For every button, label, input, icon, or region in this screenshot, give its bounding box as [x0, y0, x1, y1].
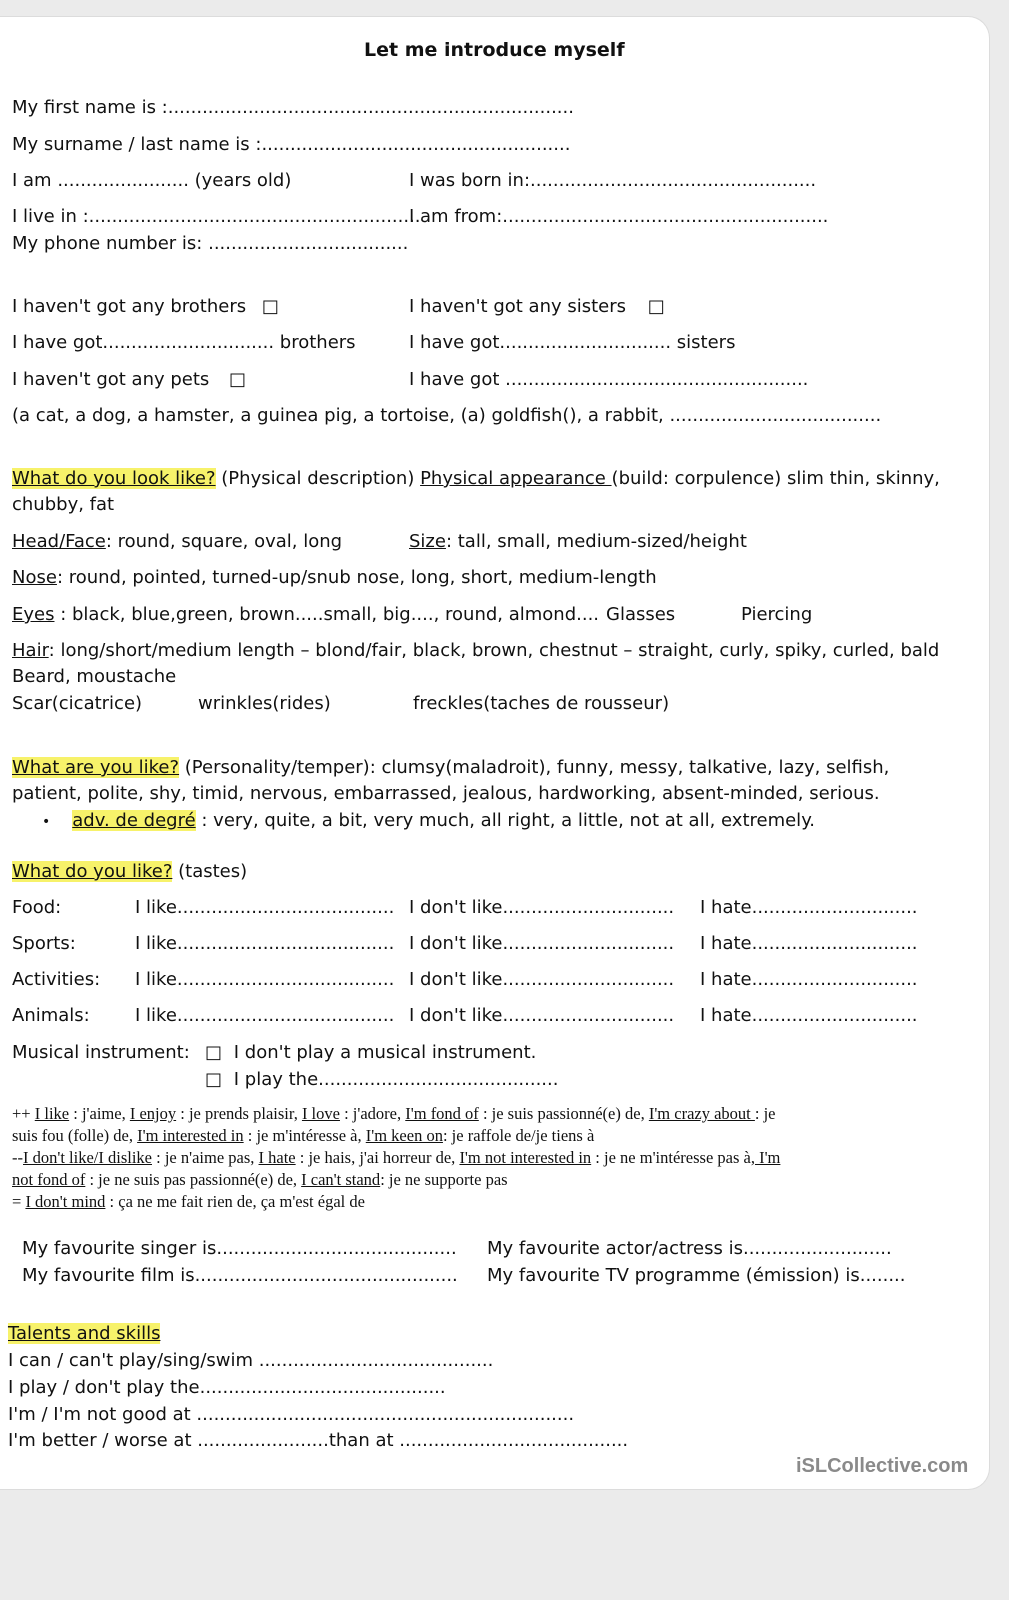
- beard-line: Beard, moustache: [12, 666, 177, 687]
- adv-line: [42, 810, 815, 833]
- like-field: I like......................................: [135, 969, 395, 990]
- tastes-row-label: Food:: [12, 897, 62, 918]
- music-option-1: [205, 1042, 536, 1064]
- vocab-term: I'm fond of: [405, 1104, 479, 1123]
- hair-values: : long/short/medium length – blond/fair, black, brown, chestnut – straight, curly, spiky, curled, bald: [48, 640, 940, 661]
- vocab-term: I'm: [754, 1148, 781, 1167]
- vocab-text: : je: [754, 1104, 776, 1123]
- vocab-text: : je prends plaisir,: [176, 1104, 302, 1123]
- pets-line: I have got .....................................................: [409, 369, 809, 390]
- favourite-tv: My favourite TV programme (émission) is........: [487, 1265, 906, 1286]
- eyes-values: : black, blue,green, brown.....small, big...., round, almond....: [54, 604, 600, 625]
- no-sisters-label: I haven't got any sisters: [409, 296, 627, 317]
- vocab-term: I enjoy: [129, 1104, 177, 1123]
- adv-values: : very, quite, a bit, very much, all right, a little, not at all, extremely.: [195, 810, 815, 831]
- vocab-term: I'm interested in: [137, 1126, 244, 1145]
- vocab-text: : je hais, j'ai horreur de,: [295, 1148, 460, 1167]
- vocab-term: not fond of: [12, 1170, 86, 1189]
- piercing: Piercing: [741, 604, 813, 625]
- favourite-singer: My favourite singer is..........................................: [22, 1238, 457, 1259]
- personality-line-1: [12, 757, 889, 779]
- no-brothers-label: I haven't got any brothers: [12, 296, 247, 317]
- hate-field: I hate.............................: [700, 897, 918, 918]
- page-title: Let me introduce myself: [364, 39, 625, 61]
- vocab-text: : j'aime,: [69, 1104, 130, 1123]
- tastes-suffix: (tastes): [172, 861, 248, 882]
- vocab-term: I hate: [258, 1148, 296, 1167]
- scar: Scar(cicatrice): [12, 693, 143, 714]
- vocab-text: =: [12, 1192, 26, 1211]
- look-line-1: [12, 468, 940, 490]
- vocab-term: I'm not interested in: [459, 1148, 592, 1167]
- talents-line: I'm better / worse at .......................than at ........................................: [8, 1430, 629, 1451]
- dislike-field: I don't like..............................: [409, 897, 675, 918]
- age-line: I am ....................... (years old): [12, 170, 292, 191]
- checkbox-instrument[interactable]: □: [205, 1069, 223, 1090]
- tastes-row-label: Activities:: [12, 969, 101, 990]
- favourite-film: My favourite film is..............................................: [22, 1265, 458, 1286]
- head-label: Head/Face: [12, 531, 106, 552]
- tastes-question: What do you like?: [12, 861, 173, 882]
- hate-field: I hate.............................: [700, 969, 918, 990]
- adv-label: adv. de degré: [72, 810, 196, 831]
- vocab-text: : je raffole de/je tiens à: [442, 1126, 595, 1145]
- vocab-line-5: [12, 1191, 365, 1213]
- look-desc: (Physical description): [215, 468, 421, 489]
- checkbox-no-brothers[interactable]: □: [261, 296, 279, 317]
- islcollective-logo: iSLCollective.com: [796, 1455, 969, 1477]
- pets-list: (a cat, a dog, a hamster, a guinea pig, a tortoise, (a) goldfish(), a rabbit, .....................................: [12, 405, 882, 426]
- checkbox-no-instrument[interactable]: □: [205, 1042, 223, 1063]
- look-question: What do you look like?: [12, 468, 216, 489]
- music-label: Musical instrument:: [12, 1042, 190, 1063]
- vocab-text: : j'adore,: [339, 1104, 406, 1123]
- like-field: I like......................................: [135, 933, 395, 954]
- vocab-text: : je ne m'intéresse pas à,: [591, 1148, 755, 1167]
- dislike-field: I don't like..............................: [409, 933, 675, 954]
- music-option-2: [205, 1069, 558, 1091]
- no-pets-line: [12, 369, 246, 391]
- phone-line: My phone number is: ...................................: [12, 233, 409, 254]
- nose-line: [12, 567, 657, 589]
- from-line: I am from:.........................................................: [409, 206, 829, 227]
- eyes-line: [12, 604, 599, 626]
- size-line: [409, 531, 747, 553]
- vocab-text: --: [12, 1148, 23, 1167]
- vocab-term: I don't mind: [25, 1192, 106, 1211]
- vocab-text: : ça ne me fait rien de, ça m'est égal de: [105, 1192, 365, 1211]
- size-values: : tall, small, medium-sized/height: [445, 531, 747, 552]
- born-line: I was born in:..................................................: [409, 170, 817, 191]
- vocab-line-1: [12, 1103, 776, 1125]
- vocab-line-2: [12, 1125, 594, 1147]
- size-label: Size: [409, 531, 446, 552]
- hate-field: I hate.............................: [700, 1005, 918, 1026]
- live-line: I live in :..........................................................: [12, 206, 421, 227]
- talents-heading-label: Talents and skills: [8, 1323, 161, 1344]
- vocab-text: : je ne supporte pas: [380, 1170, 508, 1189]
- hair-line: [12, 640, 939, 662]
- talents-line: I can / can't play/sing/swim .........................................: [8, 1350, 494, 1371]
- hate-field: I hate.............................: [700, 933, 918, 954]
- checkbox-no-pets[interactable]: □: [229, 369, 247, 390]
- tastes-row-label: Animals:: [12, 1005, 90, 1026]
- vocab-text: : je suis passionné(e) de,: [478, 1104, 649, 1123]
- vocab-line-4: [12, 1169, 508, 1191]
- personality-question: What are you like?: [12, 757, 180, 778]
- nose-values: : round, pointed, turned-up/snub nose, long, short, medium-length: [56, 567, 657, 588]
- vocab-text: : je ne suis pas passionné(e) de,: [85, 1170, 302, 1189]
- like-field: I like......................................: [135, 897, 395, 918]
- wrinkles: wrinkles(rides): [198, 693, 331, 714]
- favourite-actor: My favourite actor/actress is..........................: [487, 1238, 892, 1259]
- personality-line-2: patient, polite, shy, timid, nervous, embarrassed, jealous, hardworking, absent-minded, serious.: [12, 783, 880, 804]
- no-sisters-line: [409, 296, 665, 318]
- vocab-term: I like: [34, 1104, 70, 1123]
- music-option-1-label: I don't play a musical instrument.: [233, 1042, 537, 1063]
- look-appearance: Physical appearance: [420, 468, 612, 489]
- talents-line: I'm / I'm not good at ..................................................................: [8, 1404, 575, 1425]
- vocab-text: : je m'intéresse à,: [243, 1126, 366, 1145]
- worksheet: [0, 16, 990, 1490]
- vocab-text: suis fou (folle) de,: [12, 1126, 138, 1145]
- no-brothers-line: [12, 296, 279, 318]
- music-option-2-label: I play the..........................................: [233, 1069, 559, 1090]
- head-line: [12, 531, 342, 553]
- eyes-label: Eyes: [12, 604, 55, 625]
- like-field: I like......................................: [135, 1005, 395, 1026]
- vocab-term: I'm keen on: [365, 1126, 443, 1145]
- vocab-text: ++: [12, 1104, 35, 1123]
- no-pets-label: I haven't got any pets: [12, 369, 210, 390]
- checkbox-no-sisters[interactable]: □: [647, 296, 665, 317]
- talents-line: I play / don't play the...........................................: [8, 1377, 446, 1398]
- vocab-line-3: [12, 1147, 780, 1169]
- dislike-field: I don't like..............................: [409, 1005, 675, 1026]
- surname-line: My surname / last name is :......................................................: [12, 134, 571, 155]
- tastes-row-label: Sports:: [12, 933, 76, 954]
- vocab-text: : je n'aime pas,: [152, 1148, 259, 1167]
- look-build: (build: corpulence) slim thin, skinny,: [611, 468, 940, 489]
- hair-label: Hair: [12, 640, 49, 661]
- vocab-term: I don't like/I dislike: [23, 1148, 152, 1167]
- first-name-line: My first name is :.......................................................................: [12, 97, 574, 118]
- vocab-term: I can't stand: [301, 1170, 381, 1189]
- glasses: Glasses: [606, 604, 676, 625]
- dislike-field: I don't like..............................: [409, 969, 675, 990]
- personality-values: (Personality/temper): clumsy(maladroit), funny, messy, talkative, lazy, selfish,: [179, 757, 890, 778]
- bullet-icon: •: [42, 814, 51, 830]
- vocab-term: I love: [301, 1104, 340, 1123]
- head-values: : round, square, oval, long: [105, 531, 343, 552]
- sisters-line: I have got.............................. sisters: [409, 332, 736, 353]
- tastes-heading: [12, 861, 247, 883]
- brothers-line: I have got.............................. brothers: [12, 332, 356, 353]
- nose-label: Nose: [12, 567, 57, 588]
- vocab-term: I'm crazy about: [648, 1104, 755, 1123]
- talents-heading: [8, 1323, 160, 1345]
- look-line-2: chubby, fat: [12, 494, 115, 515]
- freckles: freckles(taches de rousseur): [413, 693, 670, 714]
